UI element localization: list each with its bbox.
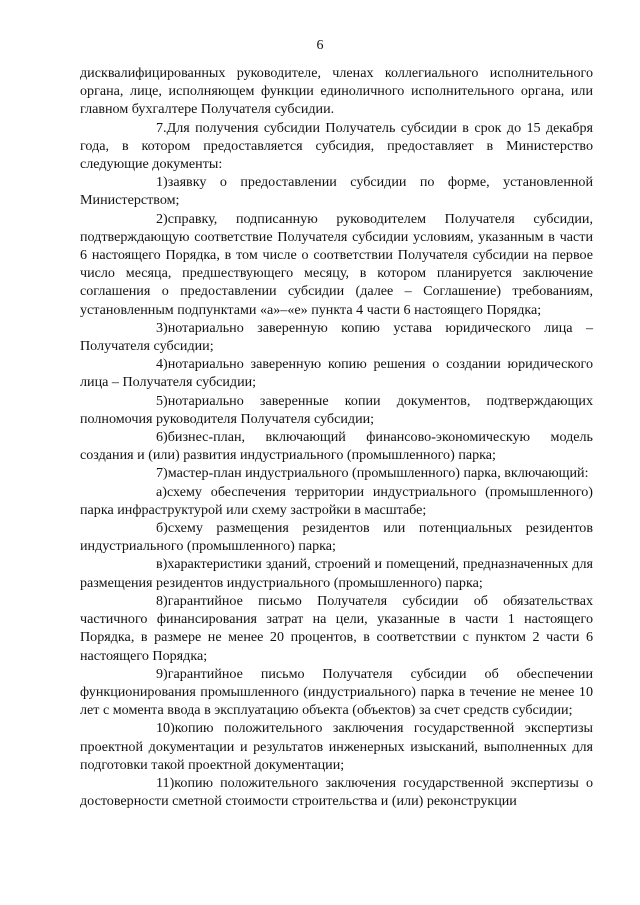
paragraph bbox=[80, 555, 593, 591]
paragraph-text: схему размещения резидентов или потенциальных резидентов индустриального (промышленного) парка; bbox=[80, 520, 593, 555]
paragraph-number: б) bbox=[156, 520, 168, 537]
paragraph bbox=[80, 464, 593, 482]
paragraph-text: справку, подписанную руководителем Получателя субсидии, подтверждающую соответствие Получателя субсидии условиям, указанным в части 6 настоящего Порядка, в том числе о соответствии Получателя субсидии на первое число месяца, предшествующего месяцу, в котором планируется заключение соглашения о предоставлении субсидии (далее – Соглашение) требованиям, установленным подпунктами «а»–«е» пункта 4 части 6 настоящего Порядка; bbox=[80, 210, 593, 318]
paragraph-text: мастер-план индустриального (промышленного) парка, включающий: bbox=[167, 465, 589, 482]
paragraph-text: бизнес-план, включающий финансово-экономическую модель создания и (или) развития индустриального (промышленного) парка; bbox=[80, 429, 593, 464]
paragraph bbox=[80, 119, 593, 174]
page-number: 6 bbox=[316, 38, 324, 53]
paragraph-number: 6) bbox=[156, 429, 168, 446]
paragraph bbox=[80, 173, 593, 209]
paragraph-text: гарантийное письмо Получателя субсидии об обязательствах частичного финансирования затрат на цели, указанные в части 1 настоящего Порядка, в размере не менее 20 процентов, в соответствии с пунктом 2 части 6 настоящего Порядка; bbox=[80, 592, 593, 664]
document-body bbox=[80, 64, 593, 810]
paragraph-text: характеристики зданий, строений и помещений, предназначенных для размещения резидентов индустриального (промышленного) парка; bbox=[80, 556, 593, 591]
paragraph-number: 3) bbox=[156, 319, 168, 336]
paragraph-number: 1) bbox=[156, 174, 168, 191]
paragraph-number: 5) bbox=[156, 392, 168, 409]
paragraph-number: в) bbox=[156, 556, 168, 573]
paragraph bbox=[80, 392, 593, 428]
paragraph-number: 7. bbox=[156, 119, 167, 136]
paragraph-text: схему обеспечения территории индустриального (промышленного) парка инфраструктурой или схему застройки в масштабе; bbox=[80, 483, 593, 518]
paragraph bbox=[80, 774, 593, 810]
paragraph bbox=[80, 519, 593, 555]
paragraph bbox=[80, 428, 593, 464]
paragraph-text: копию положительного заключения государственной экспертизы проектной документации и результатов инженерных изысканий, выполненных для подготовки такой проектной документации; bbox=[80, 720, 593, 773]
paragraph-number: а) bbox=[156, 483, 167, 500]
paragraph-text: заявку о предоставлении субсидии по форме, установленной Министерством; bbox=[80, 174, 593, 209]
paragraph bbox=[80, 355, 593, 391]
paragraph bbox=[80, 319, 593, 355]
paragraph bbox=[80, 64, 593, 119]
paragraph bbox=[80, 592, 593, 665]
paragraph-text: нотариально заверенную копию решения о создании юридического лица – Получателя субсидии; bbox=[80, 356, 593, 391]
paragraph bbox=[80, 210, 593, 319]
paragraph bbox=[80, 719, 593, 774]
paragraph-number: 10) bbox=[156, 720, 175, 737]
paragraph-number: 8) bbox=[156, 592, 168, 609]
paragraph-text: нотариально заверенную копию устава юридического лица – Получателя субсидии; bbox=[80, 319, 593, 355]
paragraph-text: копию положительного заключения государственной экспертизы о достоверности сметной стоимости строительства и (или) реконструкции bbox=[80, 774, 593, 810]
paragraph-number: 4) bbox=[156, 356, 168, 373]
paragraph-text: нотариально заверенные копии документов, подтверждающих полномочия руководителя Получателя субсидии; bbox=[80, 392, 593, 427]
paragraph bbox=[80, 483, 593, 519]
paragraph-number: 9) bbox=[156, 665, 168, 682]
paragraph-text: гарантийное письмо Получателя субсидии об обеспечении функционирования промышленного (индустриального) парка в течение не менее 10 лет с момента ввода в эксплуатацию объекта (объектов) за счет средств субсидии; bbox=[80, 665, 593, 719]
paragraph-text: дисквалифицированных руководителе, членах коллегиального исполнительного органа, лице, исполняющем функции единоличного исполнительного органа, или главном бухгалтере Получателя субсидии. bbox=[80, 65, 593, 118]
paragraph-number: 11) bbox=[156, 774, 175, 791]
paragraph-number: 2) bbox=[156, 210, 168, 227]
paragraph-number: 7) bbox=[156, 465, 168, 482]
paragraph bbox=[80, 665, 593, 720]
paragraph-text: Для получения субсидии Получатель субсидии в срок до 15 декабря года, в котором предоставляется субсидия, предоставляет в Министерство следующие документы: bbox=[80, 119, 593, 173]
